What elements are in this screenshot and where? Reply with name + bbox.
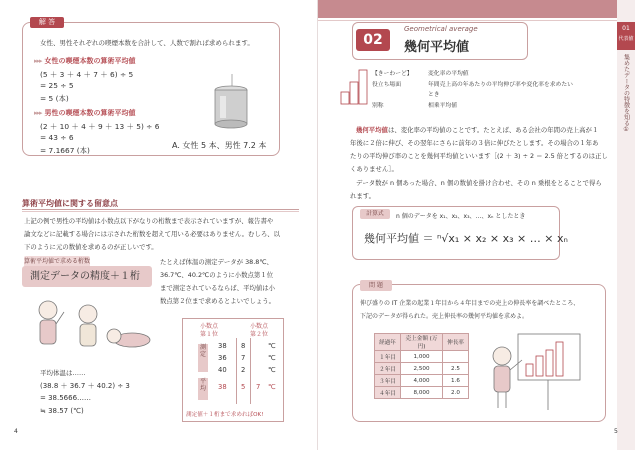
female-heading: ▸▸▸ 女性の喫煙本数の算術平均値	[34, 57, 136, 65]
right-header-band	[318, 0, 617, 18]
page-number-left: 4	[14, 428, 18, 435]
table-row	[375, 387, 469, 399]
female-line-3: = 5 (本)	[40, 94, 69, 103]
chapter-tab-vertical: 集めたデータの特徴を知る①	[622, 54, 630, 133]
answer-intro: 女性、男性それぞれの喫煙本数を合計して、人数で割れば求められます。	[40, 39, 254, 47]
para2-line-2: れます。	[350, 192, 376, 200]
header-growth: 伸長率	[443, 334, 469, 351]
row1-int: 38	[218, 342, 227, 350]
blocks-illustration	[340, 66, 368, 106]
row3-d1: 2	[241, 366, 246, 374]
row-year: １年目	[375, 351, 401, 363]
row3-unit: ℃	[268, 366, 276, 374]
row-year: ２年目	[375, 363, 401, 375]
answer-final: A. 女性 5 本、男性 7.2 本	[172, 141, 267, 150]
side-line-3: まで測定されているならば、平均値は小	[160, 284, 276, 292]
row-growth: 2.0	[443, 387, 469, 399]
note-line-1: 上記の例で男性の平均値は小数点以下がなりの桁数まで表示されていますが、報告書や	[24, 217, 274, 225]
row1-unit: ℃	[268, 342, 276, 350]
table-col2-sub: 第２位	[250, 331, 269, 338]
page-number-right: 5	[614, 428, 618, 435]
row-growth	[443, 351, 469, 363]
row-sales: 2,500	[401, 363, 443, 375]
sales-table	[374, 333, 469, 399]
avg-line-3: ≒ 38.57 (℃)	[40, 407, 84, 415]
table-divider-2	[250, 338, 251, 404]
table-col2-head: 小数点	[250, 323, 269, 330]
header-sales: 売上金額 (万円)	[401, 334, 443, 351]
title-english: Geometrical average	[404, 25, 478, 33]
row2-unit: ℃	[268, 354, 276, 362]
row-sales: 4,000	[401, 375, 443, 387]
keyword-label-4: 別称	[372, 103, 384, 109]
male-line-2: = 43 ÷ 6	[40, 133, 74, 142]
para2-line-1: データ数が n 個あった場合、n 個の数値を掛け合わせ、その n 乗根をとることで得ら	[356, 179, 602, 187]
people-illustration	[30, 294, 160, 360]
row-year: ３年目	[375, 375, 401, 387]
table-col1-head: 小数点	[200, 323, 219, 330]
formula-main: 幾何平均値 ＝ ⁿ√x₁ × x₂ × x₃ × … × xₙ	[364, 232, 568, 245]
male-heading: ▸▸▸ 男性の喫煙本数の算術平均値	[34, 109, 136, 117]
table-row	[375, 351, 469, 363]
problem-tag: 問 題	[360, 280, 392, 291]
page-divider	[317, 0, 318, 450]
para1-line-3: たりの平均伸び率のことを幾何平均値といいます［(2 ＋ 3) ÷ 2 ＝ 2.5 倍とするのは正し	[350, 152, 608, 160]
formula-tag: 計算式	[360, 209, 390, 219]
formula-description: n 個のデータを x₁、x₂、x₃、…、xₙ としたとき	[396, 213, 526, 220]
row4-unit: ℃	[268, 383, 276, 391]
note-underline-2	[22, 211, 299, 212]
digits-rule: 測定データの精度＋１桁	[22, 266, 152, 287]
row3-int: 40	[218, 366, 227, 374]
answer-label: 解 答	[30, 17, 64, 28]
keyword-label-2: 役立ち場面	[372, 82, 401, 88]
row2-d1: 7	[241, 354, 246, 362]
row-sales: 8,000	[401, 387, 443, 399]
row4-d2: 7	[256, 383, 261, 391]
side-line-2: 36.7℃、40.2℃のように小数点第１位	[160, 271, 274, 279]
ashtray-can-illustration	[212, 72, 250, 130]
presenter-chart-illustration	[488, 330, 584, 414]
table-divider-1	[236, 338, 237, 404]
keyword-desc-1: 変化率の平均値	[428, 71, 469, 77]
problem-line-2: 下記のデータが得られた。売上伸長率の幾何平均値を求めよ。	[360, 313, 529, 320]
note-underline	[22, 209, 299, 210]
side-line-1: たとえば体温の測定データが 38.8℃、	[160, 258, 273, 266]
para1-line-4: くありません］。	[350, 165, 398, 173]
keyword-label-1: 【きーわーど】	[372, 71, 413, 77]
header-year: 経過年	[375, 334, 401, 351]
title-japanese: 幾何平均値	[404, 40, 470, 55]
female-line-1: (5 ＋ 3 ＋ 4 ＋ 7 ＋ 6) ÷ 5	[40, 70, 134, 79]
keyword-desc-3: とき	[428, 92, 440, 98]
problem-line-1: 伸び盛りの IT 企業の起業１年目から４年目までの売上の伸長率を調べたところ、	[360, 300, 580, 307]
side-line-4: 数点第２位まで求めるとよいでしょう。	[160, 297, 276, 305]
row4-int: 38	[218, 383, 227, 391]
table-header-row	[375, 334, 469, 351]
note-line-2: 論文などに記載する場合には示された桁数を超えて用いる必要はありません。むしろ、以	[24, 230, 281, 238]
avg-line-1: (38.8 ＋ 36.7 ＋ 40.2) ÷ 3	[40, 382, 130, 390]
keyword-desc-2: 年間売上高の年あたりの平均伸び率や変化率を求めたい	[428, 82, 573, 88]
chapter-tab: 01 代表値	[617, 22, 635, 50]
row2-int: 36	[218, 354, 227, 362]
note-title: 算術平均値に関する留意点	[22, 199, 118, 208]
female-line-2: = 25 ÷ 5	[40, 81, 74, 90]
row1-d1: 8	[241, 342, 246, 350]
para1-line-2: 年後に２倍に伸び、その翌年にさらに前年の３倍に伸びたとします。その場合の１年あ	[350, 139, 599, 147]
table-row	[375, 363, 469, 375]
row-year: ４年目	[375, 387, 401, 399]
avg-line-2: = 38.5666……	[40, 394, 92, 402]
keyword-desc-4: 相乗平均値	[428, 103, 457, 109]
table-row	[375, 375, 469, 387]
note-line-3: 下のように元の数値を求めるのが正しいです。	[24, 243, 158, 251]
male-line-3: = 7.1667 (本)	[40, 146, 90, 155]
row-sales: 1,000	[401, 351, 443, 363]
digits-tag: 算術平均値で求める桁数	[24, 258, 91, 265]
male-line-1: (2 ＋ 10 ＋ 4 ＋ 9 ＋ 13 ＋ 5) ÷ 6	[40, 122, 160, 131]
table-col1-sub: 第１位	[200, 331, 219, 338]
right-header-rule	[318, 18, 617, 21]
title-number: 02	[356, 29, 390, 51]
avg-label: 平均体温は……	[40, 369, 86, 377]
table-footer: 測定値＋１桁まで求めればOK!	[186, 412, 264, 418]
para1-line-1: 幾何平均値は、変化率の平均値のことです。たとえば、ある会社の年間の売上高が１	[356, 126, 599, 134]
row-growth: 1.6	[443, 375, 469, 387]
table-side-measure: 測定	[198, 344, 208, 372]
row4-d1: 5	[241, 383, 246, 391]
table-side-avg: 平均	[198, 378, 208, 400]
row-growth: 2.5	[443, 363, 469, 375]
